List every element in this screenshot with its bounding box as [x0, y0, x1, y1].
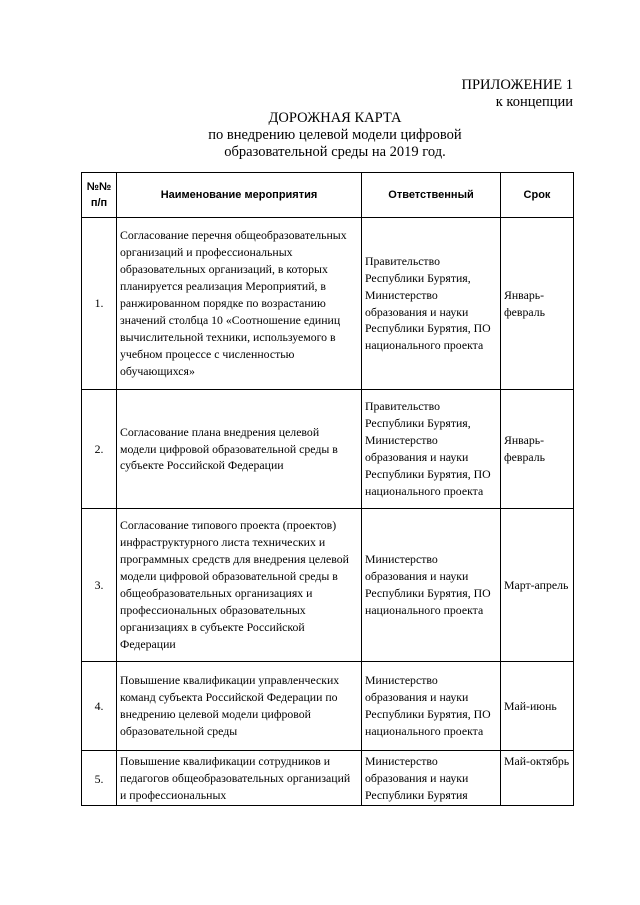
deadline: Май-октябрь: [501, 751, 574, 806]
table-header-row: [82, 173, 574, 218]
table-row: [82, 751, 574, 806]
appendix-reference: к концепции: [495, 94, 573, 110]
responsible-party: Правительство Республики Бурятия, Министерство образования и науки Республики Бурятия, ПО национального проекта: [362, 218, 501, 390]
title-line-3: образовательной среды на 2019 год.: [224, 144, 446, 160]
responsible-party: Министерство образования и науки Республики Бурятия: [362, 751, 501, 806]
activity-name: Повышение квалификации сотрудников и педагогов общеобразовательных организаций и профессиональных: [117, 751, 362, 806]
row-number: 3.: [82, 509, 117, 662]
appendix-heading: [462, 77, 573, 111]
table-row: [82, 509, 574, 662]
table-row: [82, 390, 574, 509]
deadline: Май-июнь: [501, 662, 574, 751]
responsible-party: Министерство образования и науки Республики Бурятия, ПО национального проекта: [362, 509, 501, 662]
row-number: 4.: [82, 662, 117, 751]
row-number: 5.: [82, 751, 117, 806]
header-responsible: Ответственный: [362, 173, 501, 218]
deadline: Январь-февраль: [501, 218, 574, 390]
deadline: Март-апрель: [501, 509, 574, 662]
header-term: Срок: [501, 173, 574, 218]
appendix-label: ПРИЛОЖЕНИЕ 1: [461, 77, 573, 93]
title-line-1: ДОРОЖНАЯ КАРТА: [268, 110, 402, 126]
row-number: 1.: [82, 218, 117, 390]
row-number: 2.: [82, 390, 117, 509]
header-name: Наименование мероприятия: [117, 173, 362, 218]
roadmap-table: [81, 172, 574, 806]
title-line-2: по внедрению целевой модели цифровой: [208, 127, 462, 143]
responsible-party: Министерство образования и науки Республики Бурятия, ПО национального проекта: [362, 662, 501, 751]
header-num: №№ п/п: [82, 173, 117, 218]
table-row: [82, 218, 574, 390]
activity-name: Согласование перечня общеобразовательных организаций и профессиональных образовательных организаций, в которых планируется реализация Мероприятий, в ранжированном порядке по возрастанию значений столбца 10 «Соотношение единиц вычислительной техники, используемого в учебном процессе с численностью обучающихся»: [117, 218, 362, 390]
table-row: [82, 662, 574, 751]
document-title: [130, 110, 540, 161]
activity-name: Согласование типового проекта (проектов) инфраструктурного листа технических и программных средств для внедрения целевой модели цифровой образовательной среды в общеобразовательных организациях и профессиональных образовательных организациях в субъекте Российской Федерации: [117, 509, 362, 662]
activity-name: Согласование плана внедрения целевой модели цифровой образовательной среды в субъекте Российской Федерации: [117, 390, 362, 509]
activity-name: Повышение квалификации управленческих команд субъекта Российской Федерации по внедрению целевой модели цифровой образовательной среды: [117, 662, 362, 751]
responsible-party: Правительство Республики Бурятия, Министерство образования и науки Республики Бурятия, ПО национального проекта: [362, 390, 501, 509]
deadline: Январь-февраль: [501, 390, 574, 509]
